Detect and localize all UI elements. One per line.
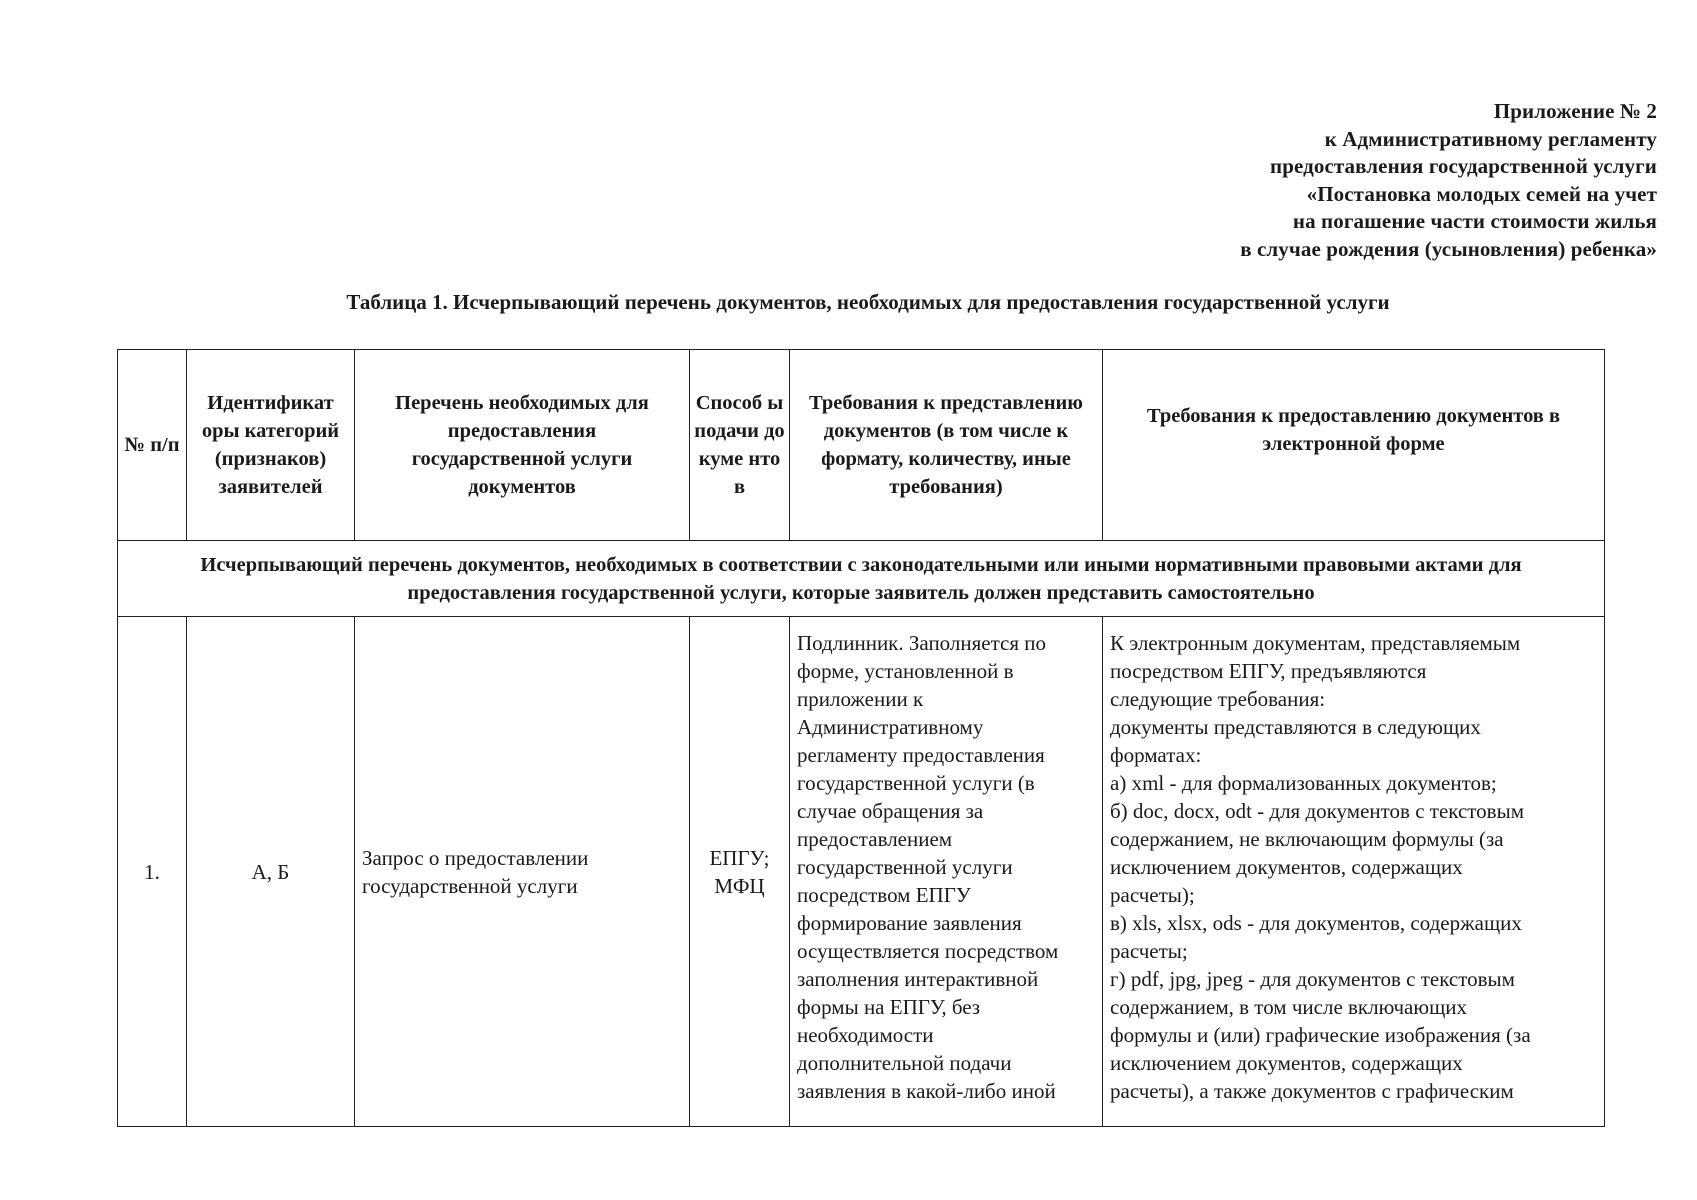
row-num: 1. [118,617,187,1127]
electronic-line: формулы и (или) графические изображения (за [1110,1023,1531,1047]
requirements-line: посредством ЕПГУ [797,883,971,907]
electronic-line: расчеты; [1110,939,1188,963]
electronic-line: а) xml - для формализованных документов; [1110,771,1497,795]
electronic-line: содержанием, не включающим формулы (за [1110,827,1504,851]
electronic-line: г) pdf, jpg, jpeg - для документов с текстовым [1110,967,1515,991]
header-documents-list: Перечень необходимых для предоставления государственной услуги документов [355,350,690,541]
appendix-line: Приложение № 2 [1493,99,1657,123]
electronic-line: посредством ЕПГУ, предъявляются [1110,659,1427,683]
appendix-line: к Административному регламенту [1324,126,1657,151]
electronic-line: исключением документов, содержащих [1110,1051,1463,1075]
header-requirements: Требования к представлению документов (в том числе к формату, количеству, иные требования) [790,350,1103,541]
requirements-line: форме, установленной в [797,659,1014,683]
electronic-line: К электронным документам, представляемым [1110,631,1521,655]
electronic-line: в) xls, xlsx, ods - для документов, содержащих [1110,911,1522,935]
requirements-line: государственной услуги [797,855,1013,879]
section-heading: Исчерпывающий перечень документов, необходимых в соответствии с законодательными или иными нормативными правовыми актами для предоставления государственной услуги, которые заявитель должен представить самостоятельно [118,541,1605,617]
table-header-row [118,350,1605,541]
appendix-line: на погашение части стоимости жилья [1292,209,1657,233]
requirements-line: случае обращения за [797,799,984,823]
electronic-line: исключением документов, содержащих [1110,855,1463,879]
row-electronic-requirements [1103,617,1605,1127]
requirements-line: приложении к [797,687,924,711]
electronic-line: расчеты); [1110,883,1195,907]
electronic-line: следующие требования: [1110,687,1326,711]
electronic-line: б) doc, docx, odt - для документов с текстовым [1110,799,1524,823]
row-submission-method [690,617,790,1127]
header-num: № п/п [118,350,187,541]
requirements-line: формы на ЕПГУ, без [797,995,981,1019]
requirements-line: предоставлением [797,827,953,851]
requirements-line: регламенту предоставления [797,743,1045,767]
appendix-line: в случае рождения (усыновления) ребенка» [1240,236,1657,261]
appendix-header [1240,98,1657,263]
electronic-line: расчеты), а также документов с графическим [1110,1079,1514,1103]
section-heading-row [118,541,1605,617]
requirements-line: заявления в какой-либо иной [797,1079,1056,1103]
method-mfc: МФЦ [714,873,765,898]
table-title: Таблица 1. Исчерпывающий перечень документов, необходимых для предоставления государственной услуги [346,290,1390,314]
requirements-line: заполнения интерактивной [797,967,1039,991]
requirements-line: Подлинник. Заполняется по [797,631,1047,655]
header-applicant-ids: Идентификат оры категорий (признаков) заявителей [187,350,355,541]
documents-table [117,349,1605,1127]
requirements-line: Административному [797,715,984,739]
method-epgu: ЕПГУ; [709,845,770,870]
requirements-line: дополнительной подачи [797,1051,1012,1075]
requirements-line: необходимости [797,1023,934,1047]
header-submission-method: Способ ы подачи докуме нтов [690,350,790,541]
row-applicant-ids: А, Б [187,617,355,1127]
requirements-line: осуществляется посредством [797,939,1059,963]
row-document-name: Запрос о предоставлении государственной услуги [355,617,690,1127]
table-row [118,617,1605,1127]
requirements-line: формирование заявления [797,911,1022,935]
electronic-line: форматах: [1110,743,1202,767]
appendix-line: предоставления государственной услуги [1270,154,1657,178]
row-requirements [790,617,1103,1127]
requirements-line: государственной услуги (в [797,771,1035,795]
header-electronic-requirements: Требования к предоставлению документов в электронной форме [1103,350,1605,541]
electronic-line: содержанием, в том числе включающих [1110,995,1467,1019]
electronic-line: документы представляются в следующих [1110,715,1481,739]
appendix-line: «Постановка молодых семей на учет [1306,181,1657,206]
